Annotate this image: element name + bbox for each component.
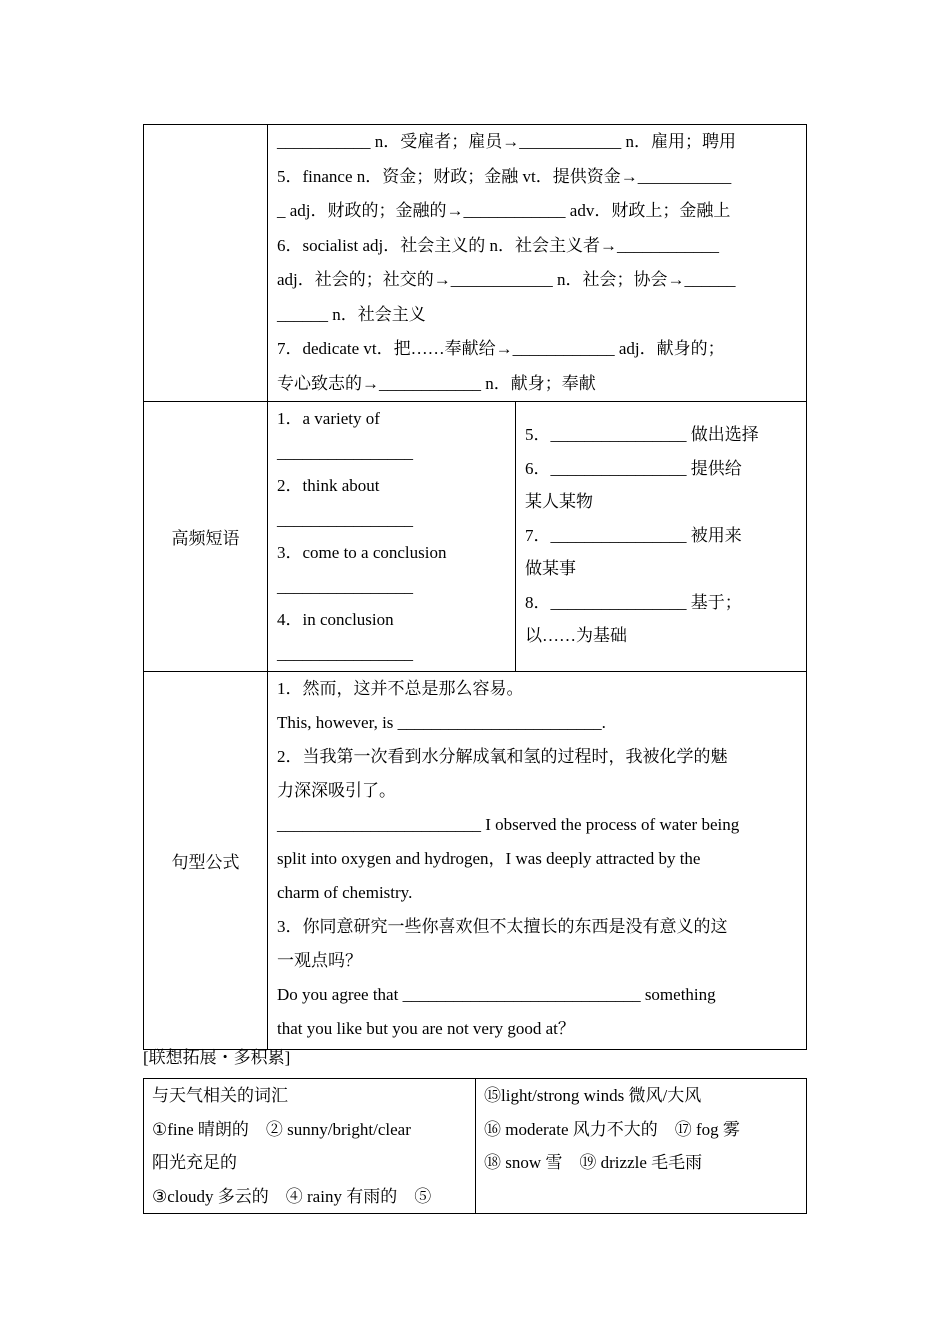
vocab-table — [143, 124, 807, 1050]
vocab-row — [144, 125, 807, 402]
vocab-line: 6．socialist adj．社会主义的 n．社会主义者→____________ — [277, 235, 719, 255]
phrase-blank: ________________ — [277, 509, 413, 529]
phrase-item: 4．in conclusion — [277, 610, 394, 629]
phrases-row — [144, 402, 807, 672]
sentence-line: that you like but you are not very good at？ — [277, 1019, 575, 1038]
weather-line: ③cloudy 多云的 ④ rainy 有雨的 ⑤ — [152, 1186, 432, 1206]
sentence-line: 1．然而，这并不总是那么容易。 — [277, 679, 524, 698]
sentence-line: 2．当我第一次看到水分解成氧和氢的过程时，我被化学的魅 — [277, 747, 728, 766]
sentence-line: ________________________ I observed the process of water being — [277, 815, 740, 834]
weather-vocab-table — [143, 1078, 807, 1214]
vocab-content-cell — [268, 125, 807, 402]
phrase-item: 1．a variety of — [277, 409, 380, 428]
weather-line: ⑱ snow 雪 ⑲ drizzle 毛毛雨 — [484, 1153, 703, 1172]
vocab-line: adj．社会的；社交的→____________ n．社会；协会→______ — [277, 270, 736, 289]
weather-row — [144, 1079, 807, 1214]
vocab-line: _ adj．财政的；金融的→____________ adv．财政上；金融上 — [277, 201, 731, 220]
weather-line: 与天气相关的词汇 — [152, 1086, 288, 1105]
phrases-right-column — [516, 402, 806, 671]
sentence-line: This, however, is ________________________. — [277, 713, 606, 732]
sentence-line: split into oxygen and hydrogen，I was deeply attracted by the — [277, 849, 701, 868]
extension-heading: [联想拓展・多积累] — [143, 1048, 291, 1067]
phrase-item: 8．________________ 基于； — [525, 592, 742, 612]
phrase-item: 2．think about — [277, 476, 380, 495]
vocab-line: 5．finance n．资金；财政；金融 vt．提供资金→___________ — [277, 166, 732, 186]
vocab-label-cell — [144, 125, 268, 402]
vocab-line: 专心致志的→____________ n．献身；奉献 — [277, 373, 596, 393]
weather-line: ⑯ moderate 风力不大的 ⑰ fog 雾 — [484, 1119, 740, 1139]
sentences-content-cell — [268, 672, 807, 1050]
sentences-label: 句型公式 — [144, 672, 268, 1050]
phrases-content-cell — [268, 402, 807, 672]
phrase-item: 6．________________ 提供给 — [525, 458, 742, 478]
weather-line: 阳光充足的 — [152, 1153, 237, 1172]
phrase-blank: ________________ — [277, 442, 413, 462]
phrase-item: 做某事 — [525, 559, 576, 578]
sentence-line: 一观点吗？ — [277, 951, 362, 970]
phrase-item: 7．________________ 被用来 — [525, 525, 742, 545]
phrase-item: 以……为基础 — [525, 626, 627, 645]
sentence-line: Do you agree that ____________________________ something — [277, 985, 716, 1004]
sentences-row — [144, 672, 807, 1050]
sentence-line: charm of chemistry. — [277, 883, 413, 902]
weather-left-cell — [144, 1079, 476, 1214]
vocab-line: ______ n．社会主义 — [277, 304, 426, 324]
phrase-blank: ________________ — [277, 643, 413, 663]
vocab-line: 7．dedicate vt．把……奉献给→____________ adj．献身的； — [277, 339, 725, 358]
weather-right-cell — [476, 1079, 807, 1214]
sentence-line: 3．你同意研究一些你喜欢但不太擅长的东西是没有意义的这 — [277, 917, 728, 936]
sentence-line: 力深深吸引了。 — [277, 781, 396, 800]
phrase-item: 5．________________ 做出选择 — [525, 425, 759, 444]
phrase-blank: ________________ — [277, 576, 413, 596]
phrase-item: 某人某物 — [525, 492, 593, 511]
phrases-label: 高频短语 — [144, 402, 268, 672]
weather-line: ①fine 晴朗的 ② sunny/bright/clear — [152, 1119, 411, 1139]
phrase-item: 3．come to a conclusion — [277, 543, 447, 562]
vocab-line: ___________ n．受雇者；雇员→____________ n．雇用；聘用 — [277, 132, 736, 151]
weather-line: ⑮light/strong winds 微风/大风 — [484, 1086, 702, 1105]
phrases-left-column — [268, 402, 516, 671]
